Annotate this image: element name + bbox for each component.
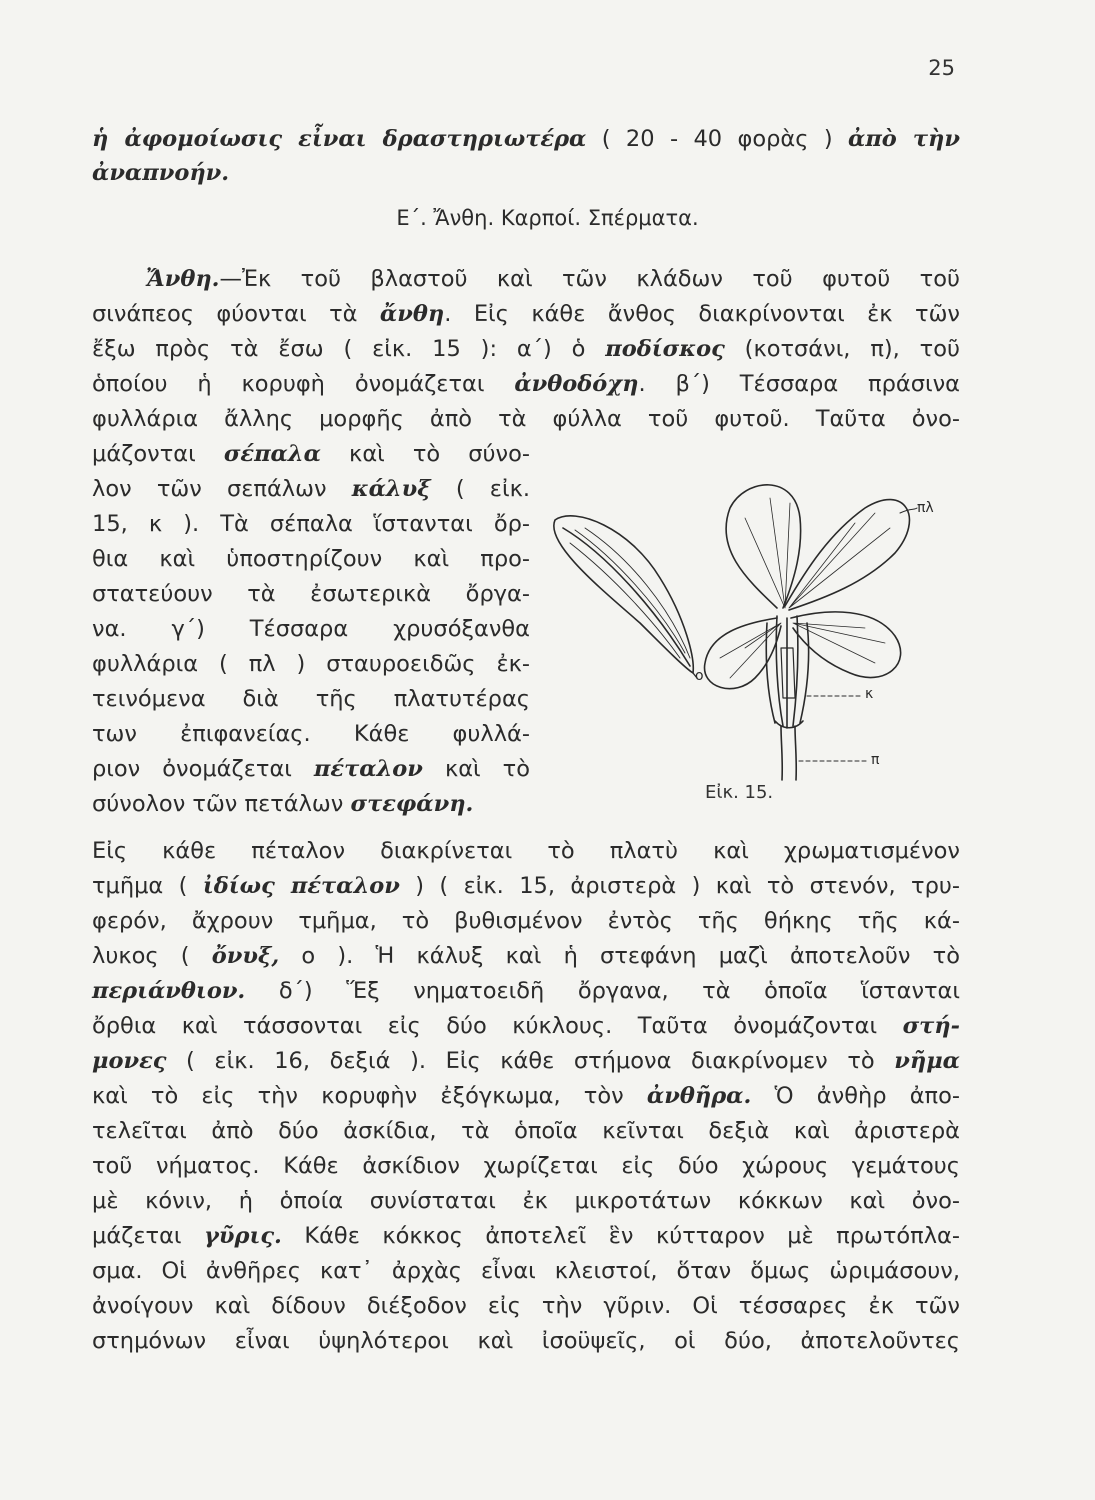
text-line: φυλλάρια ἄλλης μορφῆς ἀπὸ τὰ φύλλα τοῦ φυτοῦ. Ταῦτα ὀνο-: [92, 406, 960, 432]
text-line: μὲ κόνιν, ἡ ὁποία συνίσταται ἐκ μικροτάτων κόκκων καὶ ὀνο-: [92, 1188, 960, 1214]
text-line: ἀνοίγουν καὶ δίδουν διέξοδον εἰς τὴν γῦριν. Οἱ τέσσαρες ἐκ τῶν: [92, 1293, 960, 1319]
text-line: φερόν, ἄχρουν τμῆμα, τὸ βυθισμένον ἐντὸς τῆς θήκης τῆς κά-: [92, 908, 960, 934]
petal-left: [705, 618, 781, 689]
text-line: καὶ τὸ εἰς τὴν κορυφὴν ἐξόγκωμα, τὸν ἀνθῆρα. Ὁ ἀνθὴρ ἀπο-: [92, 1083, 960, 1109]
text-line: σμα. Οἱ ἀνθῆρες κατ᾽ ἀρχὰς εἶναι κλειστοί, ὅταν ὅμως ὡριμάσουν,: [92, 1258, 960, 1284]
text-line: λον τῶν σεπάλων κάλυξ ( εἰκ.: [92, 476, 530, 502]
text-line: ὁποίου ἡ κορυφὴ ὀνομάζεται ἀνθοδόχη. β΄) Τέσσαρα πράσινα: [92, 371, 960, 397]
text-line: 15, κ ). Τὰ σέπαλα ἵστανται ὄρ-: [92, 511, 530, 537]
text-line: Εἰς κάθε πέταλον διακρίνεται τὸ πλατὺ καὶ χρωματισμένον: [92, 838, 960, 864]
text-line: σύνολον τῶν πετάλων στεφάνη.: [92, 791, 474, 817]
text-line: Ἄνθη.—Ἐκ τοῦ βλαστοῦ καὶ τῶν κλάδων τοῦ φυτοῦ τοῦ: [146, 266, 960, 292]
figure-caption: Εἰκ. 15.: [705, 782, 774, 803]
text-line: ριον ὀνομάζεται πέταλον καὶ τὸ: [92, 756, 530, 782]
text-line: ἀναπνοήν.: [92, 160, 230, 186]
label-calyx: κ: [865, 686, 874, 702]
text-line: μάζεται γῦρις. Κάθε κόκκος ἀποτελεῖ ἓν κύτταρον μὲ πρωτόπλα-: [92, 1223, 960, 1249]
text-line: λυκος ( ὄνυξ, ο ). Ἡ κάλυξ καὶ ἡ στεφάνη μαζὶ ἀποτελοῦν τὸ: [92, 943, 960, 969]
petal-top-right: [785, 500, 909, 610]
text-line: τελεῖται ἀπὸ δύο ἀσκίδια, τὰ ὁποῖα κεῖνται δεξιὰ καὶ ἀριστερὰ: [92, 1118, 960, 1144]
label-nail: ο: [695, 668, 704, 684]
text-line: στατεύουν τὰ ἐσωτερικὰ ὄργα-: [92, 581, 530, 607]
text-line: των ἐπιφανείας. Κάθε φυλλά-: [92, 721, 530, 747]
calyx: [766, 616, 808, 728]
text-line: θια καὶ ὑποστηρίζουν καὶ προ-: [92, 546, 530, 572]
text-line: τοῦ νήματος. Κάθε ἀσκίδιον χωρίζεται εἰς δύο χώρους γεμάτους: [92, 1153, 960, 1179]
text-line: τεινόμενα διὰ τῆς πλατυτέρας: [92, 686, 530, 712]
text-line: τμῆμα ( ἰδίως πέταλον ) ( εἰκ. 15, ἀριστερὰ ) καὶ τὸ στενόν, τρυ-: [92, 873, 960, 899]
page-number: 25: [928, 56, 955, 80]
label-stalk: π: [871, 752, 880, 768]
text-line: ἡ ἀφομοίωσις εἶναι δραστηριωτέρα ( 20 - 40 φορὰς ) ἀπὸ τὴν: [92, 126, 960, 152]
petal-top-left: [726, 485, 801, 608]
text-line: φυλλάρια ( πλ ) σταυροειδῶς ἐκ-: [92, 651, 530, 677]
detached-petal: [554, 516, 693, 673]
text-line: στημόνων εἶναι ὑψηλότεροι καὶ ἰσοϋψεῖς, οἱ δύο, ἀποτελοῦντες: [92, 1328, 960, 1354]
section-heading: Ε΄. Ἄνθη. Καρποί. Σπέρματα.: [396, 206, 699, 230]
text-line: περιάνθιον. δ΄) Ἕξ νηματοειδῆ ὄργανα, τὰ ὁποῖα ἵστανται: [92, 978, 960, 1004]
text-line: μάζονται σέπαλα καὶ τὸ σύνο-: [92, 441, 530, 467]
flower-illustration: [545, 458, 975, 803]
text-line: ὄρθια καὶ τάσσονται εἰς δύο κύκλους. Ταῦτα ὀνομάζονται στή-: [92, 1013, 960, 1039]
label-petals: πλ: [917, 500, 934, 516]
text-line: ἔξω πρὸς τὰ ἔσω ( εἰκ. 15 ): α΄) ὁ ποδίσκος (κοτσάνι, π), τοῦ: [92, 336, 961, 362]
text-line: να. γ΄) Τέσσαρα χρυσόξανθα: [92, 616, 530, 642]
flower-drawing: [545, 458, 975, 803]
text-line: μονες ( εἰκ. 16, δεξιά ). Εἰς κάθε στήμονα διακρίνομεν τὸ νῆμα: [92, 1048, 960, 1074]
stalk: [781, 726, 796, 780]
text-line: σινάπεος φύονται τὰ ἄνθη. Εἰς κάθε ἄνθος διακρίνονται ἐκ τῶν: [92, 301, 960, 327]
